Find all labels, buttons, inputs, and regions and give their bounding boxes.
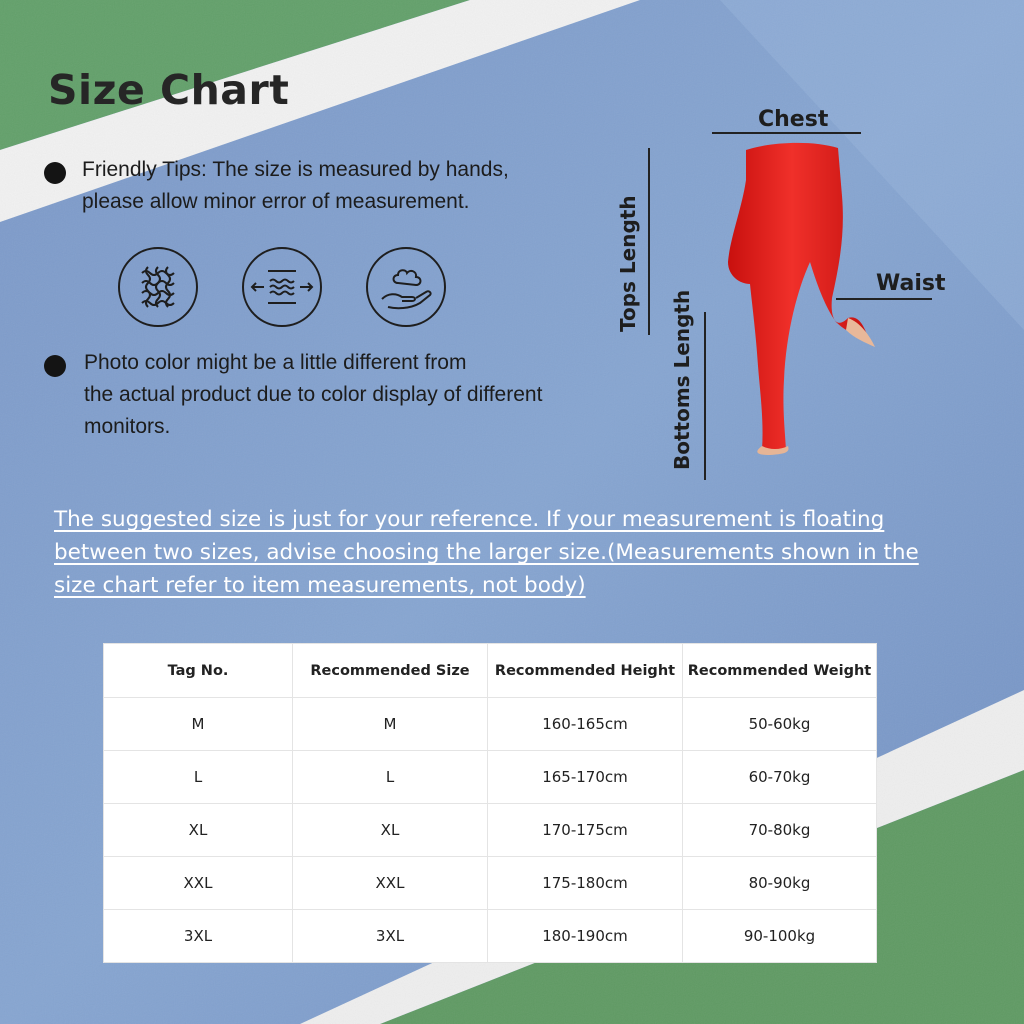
cell-tag: 3XL <box>104 910 293 963</box>
cell-weight: 70-80kg <box>683 804 877 857</box>
table-row <box>104 857 877 910</box>
soft-cotton-icon <box>366 247 446 327</box>
cell-size: XXL <box>293 857 488 910</box>
cell-weight: 60-70kg <box>683 751 877 804</box>
table-header-row <box>104 644 877 698</box>
header-recommended-weight: Recommended Weight <box>683 644 877 698</box>
header-recommended-height: Recommended Height <box>488 644 683 698</box>
bullet-icon <box>44 162 66 184</box>
chest-line <box>712 132 861 134</box>
elastic-mesh-icon <box>118 247 198 327</box>
cell-tag: L <box>104 751 293 804</box>
bottoms-length-line <box>704 312 706 480</box>
stretch-fabric-icon <box>242 247 322 327</box>
cell-tag: XL <box>104 804 293 857</box>
tip-line: Photo color might be a little different from <box>84 351 467 374</box>
header-recommended-size: Recommended Size <box>293 644 488 698</box>
tip-friendly <box>82 154 509 218</box>
bottoms-length-label: Bottoms Length <box>670 289 694 470</box>
tip-line: please allow minor error of measurement. <box>82 190 470 213</box>
table-row <box>104 751 877 804</box>
size-note: The suggested size is just for your reference. If your measurement is floating between two sizes, advise choosing the larger size.(Measurements shown in the size chart refer to item measurements, not body) <box>54 507 919 598</box>
size-table <box>103 643 877 963</box>
cell-size: XL <box>293 804 488 857</box>
page-title: Size Chart <box>48 66 290 114</box>
cell-height: 165-170cm <box>488 751 683 804</box>
cell-height: 160-165cm <box>488 698 683 751</box>
waist-label: Waist <box>876 271 946 296</box>
tops-length-line <box>648 148 650 335</box>
cell-size: M <box>293 698 488 751</box>
cell-weight: 50-60kg <box>683 698 877 751</box>
chest-label: Chest <box>758 107 829 132</box>
header-tag-no: Tag No. <box>104 644 293 698</box>
tip-line: the actual product due to color display of different <box>84 383 543 406</box>
table-row <box>104 698 877 751</box>
cell-size: 3XL <box>293 910 488 963</box>
cell-height: 175-180cm <box>488 857 683 910</box>
cell-height: 170-175cm <box>488 804 683 857</box>
cell-weight: 80-90kg <box>683 857 877 910</box>
tip-line: Friendly Tips: The size is measured by hands, <box>82 158 509 181</box>
cell-tag: M <box>104 698 293 751</box>
waist-line <box>836 298 932 300</box>
cell-height: 180-190cm <box>488 910 683 963</box>
tops-length-label: Tops Length <box>616 195 640 332</box>
cell-size: L <box>293 751 488 804</box>
tip-line: monitors. <box>84 415 171 438</box>
table-row <box>104 910 877 963</box>
cell-tag: XXL <box>104 857 293 910</box>
cell-weight: 90-100kg <box>683 910 877 963</box>
table-row <box>104 804 877 857</box>
bullet-icon <box>44 355 66 377</box>
tip-color <box>84 347 542 443</box>
